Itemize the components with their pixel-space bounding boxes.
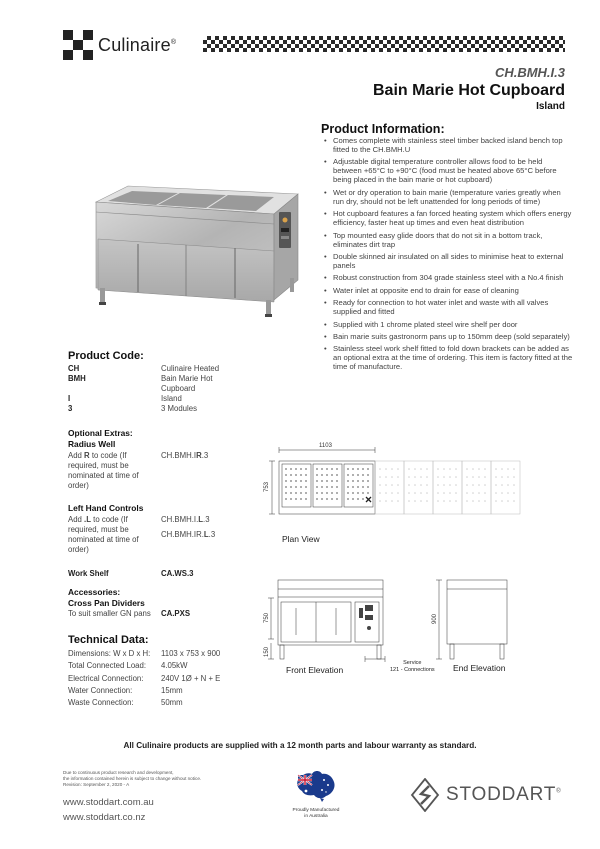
website-nz-link[interactable]: www.stoddart.co.nz bbox=[63, 812, 146, 823]
tech-key: Total Connected Load: bbox=[68, 661, 147, 671]
stoddart-diamond-icon bbox=[410, 778, 440, 812]
page-subtitle: Island bbox=[536, 101, 565, 112]
info-bullet: • Comes complete with stainless steel timber backed island bench top fitted to the CH.BMH.U bbox=[333, 136, 573, 154]
tech-key: Water Connection: bbox=[68, 685, 133, 695]
code-value: Culinaire Heated bbox=[161, 364, 220, 373]
optional-extras-heading: Optional Extras: bbox=[68, 428, 133, 438]
cross-pan-dividers-code: CA.PXS bbox=[161, 609, 191, 618]
australia-icon bbox=[294, 768, 338, 804]
radius-well-desc: Add R to code (If required, must be nominated at time of order) bbox=[68, 451, 139, 490]
work-shelf-label: Work Shelf bbox=[68, 569, 109, 578]
warranty-statement: All Culinaire products are supplied with a 12 month parts and labour warranty as standard. bbox=[123, 741, 477, 750]
service-connections-label: Service 121 - Connections bbox=[390, 660, 435, 673]
tech-key: Waste Connection: bbox=[68, 698, 134, 708]
tech-row bbox=[68, 685, 298, 697]
accessories-heading: Accessories: bbox=[68, 587, 121, 597]
code-row bbox=[68, 374, 298, 394]
checker-logo-icon bbox=[63, 30, 93, 60]
plan-view-drawing bbox=[262, 440, 524, 530]
code-key: I bbox=[68, 394, 71, 403]
brand-mark: ® bbox=[170, 38, 177, 46]
disclaimer: Due to continuous product research and development, the information contained herein is subject to change without notice. Revision: September 2, 2020 - A bbox=[63, 770, 202, 788]
code-value: Island bbox=[161, 394, 182, 403]
tech-value: 1103 x 753 x 900 bbox=[161, 649, 221, 658]
code-key: CH bbox=[68, 364, 80, 373]
code-row bbox=[68, 404, 298, 414]
tech-value: 50mm bbox=[161, 698, 183, 708]
front-elevation-drawing bbox=[255, 575, 405, 675]
brand-name: Culinaire bbox=[98, 34, 171, 55]
plan-depth-dimension: 753 bbox=[264, 481, 270, 492]
info-bullet: • Wet or dry operation to bain marie (temperature varies greatly when run dry, should not be left unattended for long periods of time) bbox=[333, 188, 573, 206]
work-shelf-code: CA.WS.3 bbox=[161, 569, 194, 578]
info-bullet: • Double skinned air insulated on all sides to minimise heat to external panels bbox=[333, 252, 573, 270]
front-elevation-label: Front Elevation bbox=[286, 665, 344, 675]
tech-value: 240V 1Ø + N + E bbox=[161, 673, 221, 683]
plan-view-label: Plan View bbox=[282, 534, 320, 544]
website-au-link[interactable]: www.stoddart.com.au bbox=[63, 797, 154, 808]
culinaire-logo bbox=[63, 30, 176, 60]
stoddart-name: STODDART bbox=[446, 784, 557, 805]
product-code-title: CH.BMH.I.3 bbox=[494, 65, 565, 80]
stoddart-logo bbox=[410, 778, 561, 812]
info-bullet: • Hot cupboard features a fan forced heating system which offers energy efficiency, faster heat up times and even heat distribution bbox=[333, 209, 573, 227]
left-hand-controls-codes: CH.BMH.I.L.3 CH.BMH.IR.L.3 bbox=[161, 515, 216, 539]
plan-width-dimension: 1103 bbox=[319, 443, 332, 449]
info-bullet: • Stainless steel work shelf fitted to fold down brackets can be added as an optional extra at the time of ordering. This item is factory fitted at the time of manufacture. bbox=[333, 344, 573, 371]
cross-pan-dividers-heading: Cross Pan Dividers bbox=[68, 598, 145, 608]
page-title: Bain Marie Hot Cupboard bbox=[372, 82, 565, 99]
checker-band bbox=[203, 36, 565, 52]
info-bullet: • Adjustable digital temperature controller allows food to be held between +65°C to +90°C (food must be heated above 65°C before being placed in the bain marie or hot cupboard) bbox=[333, 157, 573, 184]
code-row bbox=[68, 364, 298, 374]
tech-value: 15mm bbox=[161, 685, 183, 695]
front-height-150-dimension: 150 bbox=[264, 646, 270, 657]
end-height-900-dimension: 900 bbox=[432, 613, 438, 624]
cross-pan-dividers-desc: To suit smaller GN pans bbox=[68, 609, 151, 618]
product-info-heading: Product Information: bbox=[321, 122, 445, 136]
product-code-heading: Product Code: bbox=[68, 350, 144, 362]
code-key: 3 bbox=[68, 404, 73, 413]
end-elevation-label: End Elevation bbox=[453, 663, 506, 673]
code-value: Bain Marie Hot Cupboard bbox=[161, 374, 213, 393]
info-bullet: • Top mounted easy glide doors that do not sit in a bottom track, eliminates dirt trap bbox=[333, 231, 573, 249]
code-value: 3 Modules bbox=[161, 404, 197, 413]
product-image bbox=[88, 182, 308, 332]
info-bullet: • Ready for connection to hot water inlet and waste with all valves supplied and fitted bbox=[333, 298, 573, 316]
front-height-750-dimension: 750 bbox=[264, 612, 270, 623]
left-hand-controls-desc: Add .L to code (If required, must be nominated at time of order) bbox=[68, 515, 139, 554]
radius-well-code: CH.BMH.IR.3 bbox=[161, 451, 209, 460]
made-in-australia: Proudly Manufactured in Australia bbox=[292, 808, 340, 819]
left-hand-controls-heading: Left Hand Controls bbox=[68, 503, 144, 513]
stoddart-mark: ® bbox=[556, 788, 562, 795]
technical-data-heading: Technical Data: bbox=[68, 634, 149, 646]
tech-row bbox=[68, 697, 298, 709]
info-bullet: • Supplied with 1 chrome plated steel wire shelf per door bbox=[333, 320, 573, 329]
tech-key: Electrical Connection: bbox=[68, 673, 144, 683]
code-key: BMH bbox=[68, 374, 86, 383]
product-info-list bbox=[333, 136, 573, 375]
info-bullet: • Robust construction from 304 grade stainless steel with a No.4 finish bbox=[333, 273, 573, 282]
product-code-section bbox=[68, 350, 298, 414]
tech-value: 4.05kW bbox=[161, 661, 188, 671]
radius-well-heading: Radius Well bbox=[68, 439, 116, 449]
info-bullet: • Bain marie suits gastronorm pans up to 150mm deep (sold separately) bbox=[333, 332, 573, 341]
tech-key: Dimensions: W x D x H: bbox=[68, 649, 151, 658]
code-row bbox=[68, 394, 298, 404]
info-bullet: • Water inlet at opposite end to drain for ease of cleaning bbox=[333, 286, 573, 295]
end-elevation-drawing bbox=[425, 575, 525, 665]
